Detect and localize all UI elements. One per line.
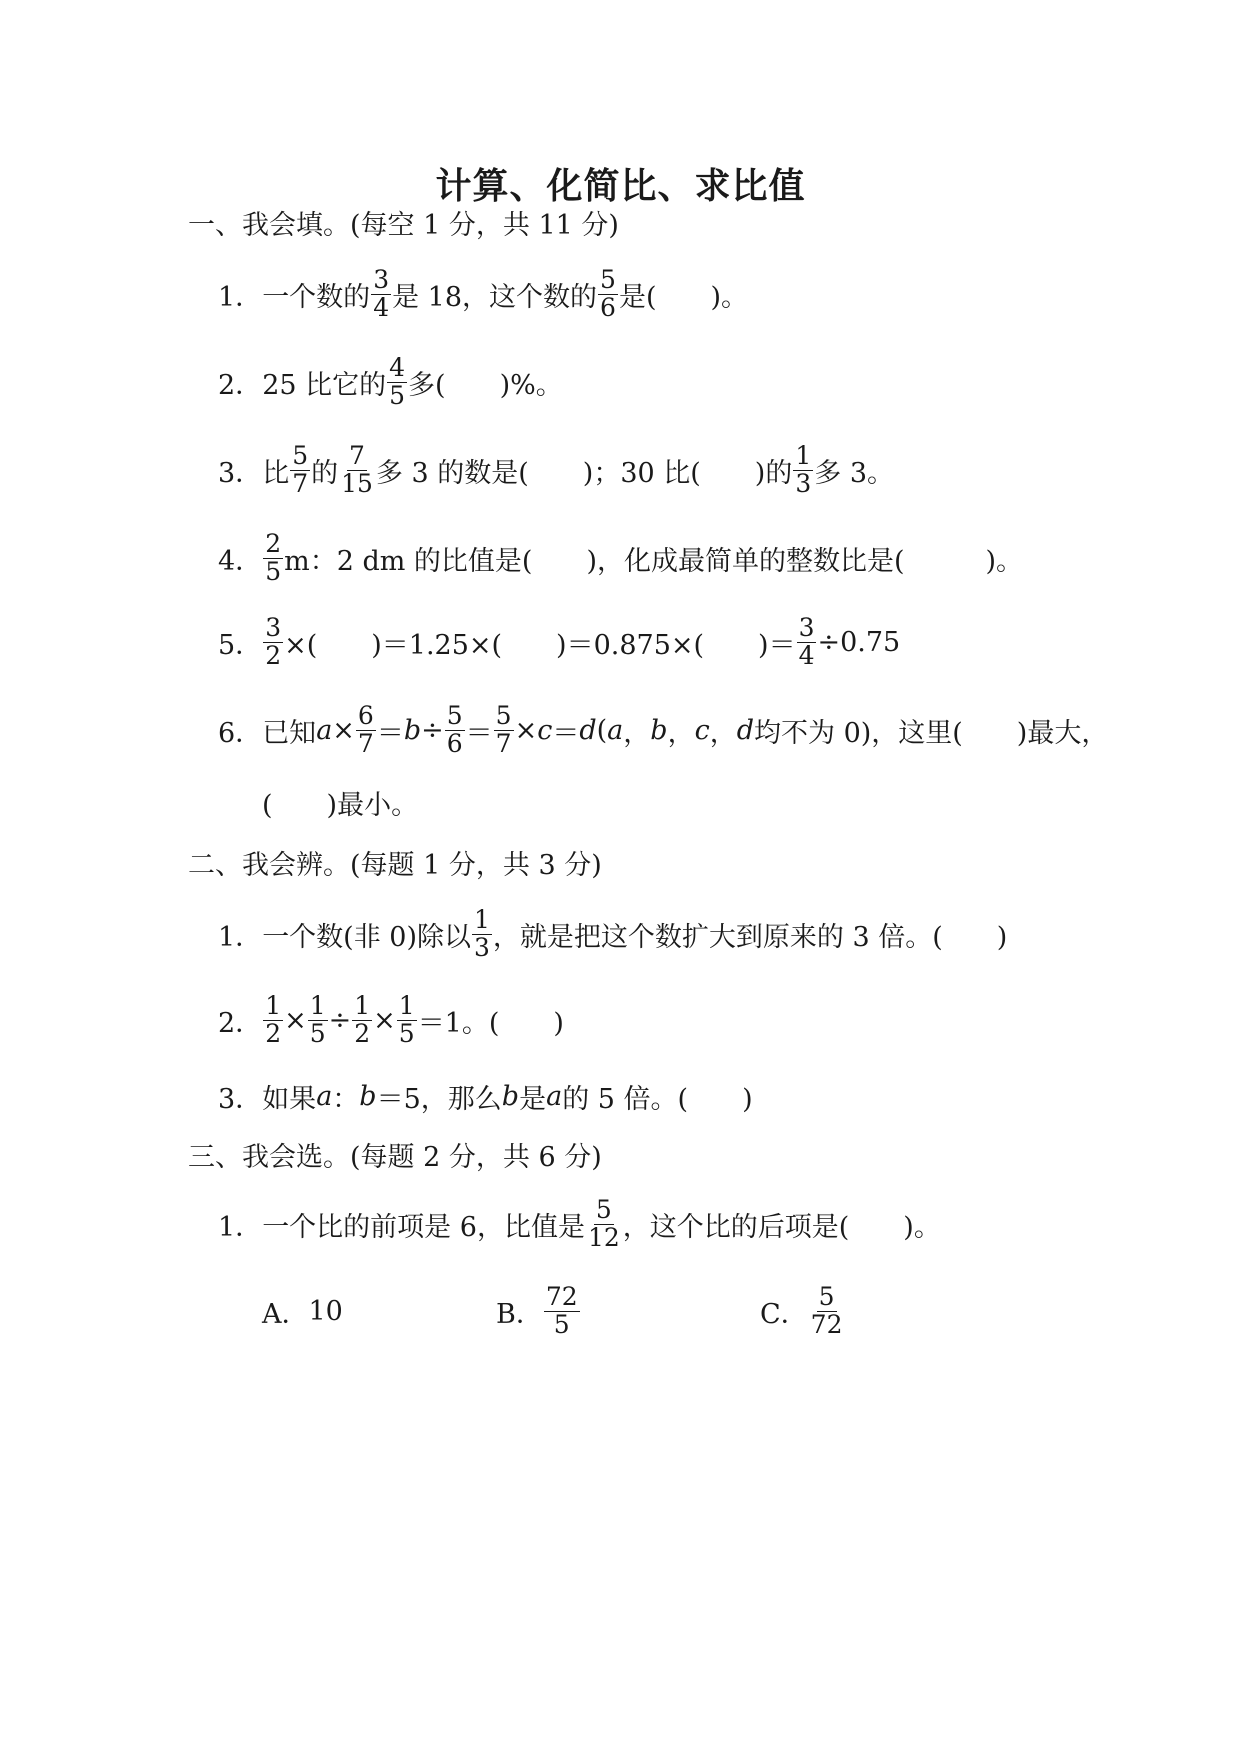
s1-question-4: 4． $\frac{2}{5}$ m：2 dm 的比值是( )，化成最简单的整数比是( )。: [218, 529, 1024, 586]
s2-question-2: 2． $\frac{1}{2}$ × $\frac{1}{5}$ ÷ $\frac{1}{2}$ × $\frac{1}{5}$ ＝1。( ): [218, 991, 564, 1048]
fraction: $\frac{5}{7}$: [292, 441, 309, 498]
fraction: $\frac{5}{72}$: [810, 1282, 843, 1339]
s1-question-1: 1． 一个数的 $\frac{3}{4}$ 是 18，这个数的 $\frac{5}{6}$ 是( )。: [218, 265, 749, 322]
section-1-heading: 一、我会填。(每空 1 分，共 11 分): [188, 209, 619, 241]
fraction: $\frac{7}{15}$: [341, 441, 373, 498]
s3-question-1: 1． 一个比的前项是 6，比值是 $\frac{5}{12}$ ，这个比的后项是( )。: [218, 1195, 941, 1252]
fraction: $\frac{5}{12}$: [587, 1195, 620, 1252]
fraction: $\frac{4}{5}$: [389, 353, 406, 410]
section-3-heading: 三、我会选。(每题 2 分，共 6 分): [188, 1141, 602, 1173]
fraction: $\frac{1}{3}$: [474, 905, 490, 962]
s2-question-1: 1． 一个数(非 0)除以 $\frac{1}{3}$ ，就是把这个数扩大到原来的 3 倍。( ): [218, 905, 1008, 962]
fraction: $\frac{1}{2}$: [265, 991, 282, 1048]
fraction: $\frac{3}{4}$: [373, 265, 390, 322]
option-b: B． $\frac{72}{5}$: [496, 1282, 578, 1339]
fraction: $\frac{72}{5}$: [545, 1282, 578, 1339]
fraction: $\frac{1}{2}$: [354, 991, 371, 1048]
fraction: $\frac{1}{5}$: [398, 991, 415, 1048]
fraction: $\frac{5}{6}$: [446, 701, 463, 758]
s2-question-3: 3． 如果 a ： b ＝5，那么 b 是 a 的 5 倍。( ): [218, 1080, 753, 1115]
fraction: $\frac{6}{7}$: [357, 701, 374, 758]
option-a: A． 10: [262, 1295, 343, 1330]
s1-question-6: 6． 已知 a × $\frac{6}{7}$ ＝ b ÷ $\frac{5}{6}$ ＝ $\frac{5}{7}$ × c ＝ d ( a ， b ， c ， d 均不为 0)，这里( )最大，: [218, 701, 1109, 758]
section-2-heading: 二、我会辨。(每题 1 分，共 3 分): [188, 849, 602, 881]
s1-question-2: 2． 25 比它的 $\frac{4}{5}$ 多( )%。: [218, 353, 563, 410]
fraction: $\frac{2}{5}$: [265, 529, 282, 586]
fraction: $\frac{5}{7}$: [495, 701, 512, 758]
s1-question-5: 5． $\frac{3}{2}$ ×( )＝1.25×( )＝0.875×( )＝ $\frac{3}{4}$ ÷0.75: [218, 613, 901, 670]
fraction: $\frac{3}{4}$: [798, 613, 815, 670]
s1-question-3: 3． 比 $\frac{5}{7}$ 的 $\frac{7}{15}$ 多 3 的数是( )；30 比( )的 $\frac{1}{3}$ 多 3。: [218, 441, 894, 498]
s1-question-6-line-2: ( )最小。: [262, 789, 419, 821]
option-c: C． $\frac{5}{72}$: [760, 1282, 843, 1339]
fraction: $\frac{1}{3}$: [795, 441, 812, 498]
fraction: $\frac{5}{6}$: [600, 265, 616, 322]
fraction: $\frac{1}{5}$: [309, 991, 326, 1048]
page-title: 计算、化简比、求比值: [435, 166, 806, 207]
fraction: $\frac{3}{2}$: [265, 613, 282, 670]
